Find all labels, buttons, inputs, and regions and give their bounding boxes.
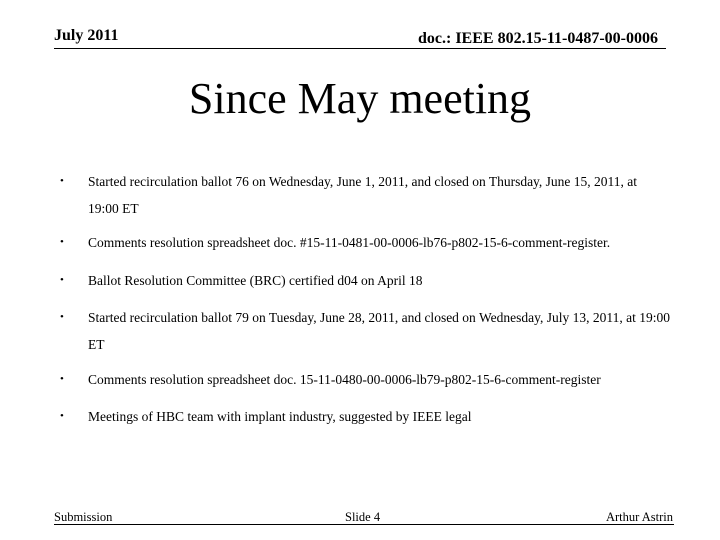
header-date: July 2011 — [54, 27, 119, 44]
bullet-item — [60, 403, 670, 430]
bullet-item — [60, 304, 670, 358]
bullet-text: Comments resolution spreadsheet doc. #15-11-0481-00-0006-lb76-p802-15-6-comment-register. — [88, 235, 611, 250]
bullet-item — [60, 366, 670, 393]
header-doc-id: doc.: IEEE 802.15-11-0487-00-0006 — [418, 30, 658, 47]
footer-submission: Submission — [54, 510, 113, 524]
slide-title: Since May meeting — [188, 74, 532, 123]
bullet-text: Started recirculation ballot 76 on Wednesday, June 1, 2011, and closed on Thursday, June 15, 2011, at 19:00 ET — [88, 174, 638, 216]
bullet-icon: • — [60, 311, 64, 323]
footer-divider — [54, 524, 674, 525]
footer-slide-number: Slide 4 — [345, 510, 381, 524]
bullet-text: Ballot Resolution Committee (BRC) certified d04 on April 18 — [88, 273, 423, 288]
bullet-icon: • — [60, 410, 64, 422]
bullet-text: Meetings of HBC team with implant industry, suggested by IEEE legal — [88, 409, 472, 424]
bullet-icon: • — [60, 175, 64, 187]
bullet-item — [60, 267, 670, 294]
bullet-icon: • — [60, 274, 64, 286]
bullet-text: Comments resolution spreadsheet doc. 15-11-0480-00-0006-lb79-p802-15-6-comment-register — [88, 372, 601, 387]
bullet-text: Started recirculation ballot 79 on Tuesday, June 28, 2011, and closed on Wednesday, July 13, 2011, at 19:00 ET — [88, 310, 670, 352]
bullet-icon: • — [60, 236, 64, 248]
bullet-item — [60, 168, 670, 222]
bullet-item — [60, 229, 670, 256]
footer-author: Arthur Astrin — [605, 510, 673, 524]
bullet-icon: • — [60, 373, 64, 385]
